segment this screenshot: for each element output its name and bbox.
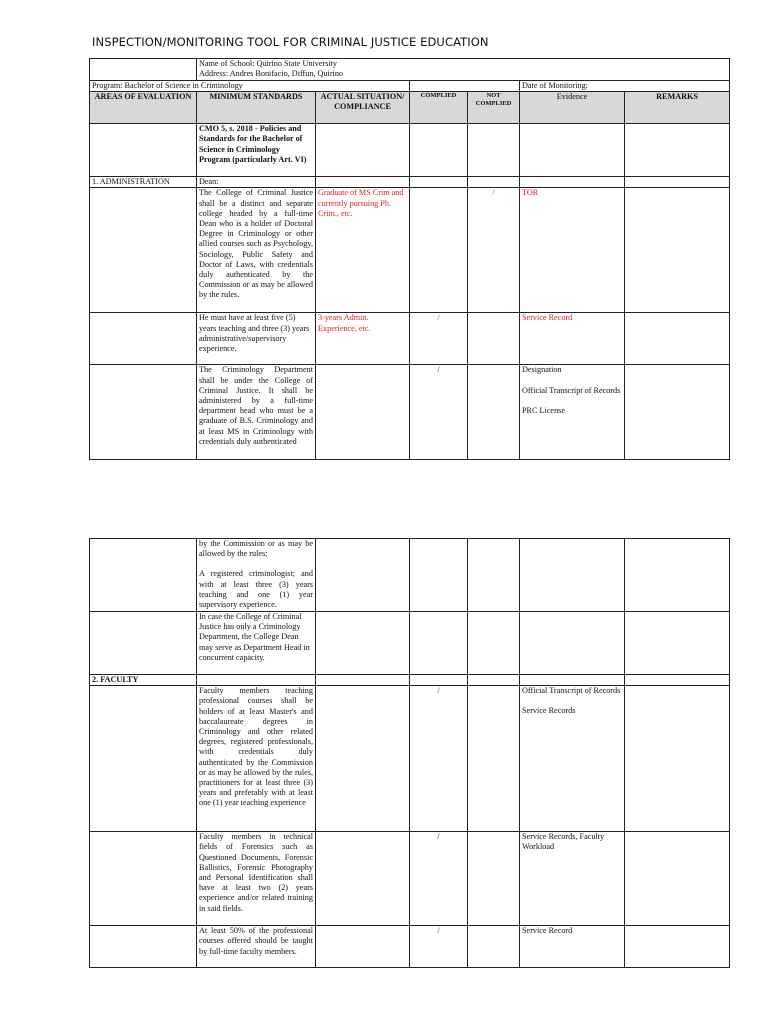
evidence-tor: TOR (520, 188, 625, 313)
program-blank (410, 81, 520, 92)
program-label: Program: Bachelor of Science in Criminology (90, 81, 410, 92)
standard-dean-qualification: The College of Criminal Justice shall be a distinct and separate college headed by a full-time Dean who is a holder of Doctoral Degree in Criminology or other allied courses such as Psychology, Sociology, Public Safety and Doctor of Laws, with credentials duly authenticated by the Commission or as may be allowed by the rules. (197, 188, 316, 313)
standard-dept-head-continued: by the Commission or as may be allowed by the rules; A registered criminologist; and with at least three (3) years teaching and one (1) year supervisory experience. (197, 539, 316, 612)
standard-forensics-faculty: Faculty members in technical fields of Forensics such as Questioned Documents, Forensic Ballistics, Forensic Photography and Personal Identification shall have at least two (2) years experience and/or related training in said fields. (197, 832, 316, 926)
evidence-service-records-workload: Service Records, Faculty Workload (520, 832, 625, 926)
actual-experience: 3-years Admin. Experience, etc. (316, 313, 410, 365)
complied-mark: / (410, 832, 468, 926)
header-not-complied: NOT COMPLIED (468, 92, 520, 124)
complied-mark: / (410, 313, 468, 365)
standard-experience: He must have at least five (5) years teaching and three (3) years administrative/supervisory experience. (197, 313, 316, 365)
actual-dean-qualification: Graduate of MS Crim and currently pursuing Ph. Crim., etc. (316, 188, 410, 313)
school-info-blank (90, 59, 197, 81)
header-evidence: Evidence (520, 92, 625, 124)
evidence-designation: Designation (522, 365, 562, 375)
standard-concurrent-capacity: In case the College of Criminal Justice has only a Criminology Department, the College Dean may serve as Department Head in concurrent capacity. (197, 612, 316, 675)
complied-mark: / (410, 686, 468, 832)
evidence-service-records: Service Records (522, 706, 576, 716)
date-of-monitoring: Date of Monitoring: (520, 81, 730, 92)
complied-mark: / (410, 926, 468, 968)
monitoring-table-page-2 (89, 538, 730, 968)
standard-faculty-qualification: Faculty members teaching professional courses shall be holders of at least Master's and baccalaureate degrees in Criminology and other related degrees, registered professionals, with credentials duly authenticated by the Commission or as may be allowed by the rules, practitioners for at least three (3) years and preferably with at least one (1) year teaching experience (197, 686, 316, 832)
header-minimum-standards: MINIMUM STANDARDS (197, 92, 316, 124)
school-address: Address: Andres Bonifacio, Diffun, Quirino (199, 69, 344, 79)
evidence-prc-license: PRC License (522, 405, 565, 415)
not-complied-mark: / (468, 188, 520, 313)
header-areas-of-evaluation: AREAS OF EVALUATION (90, 92, 197, 124)
standard-department-head: The Criminology Department shall be under the College of Criminal Justice. It shall be administered by a full-time department head who must be a graduate of B.S. Criminology and at least MS in Criminology with credentials duly authenticated (197, 365, 316, 460)
header-remarks: REMARKS (625, 92, 730, 124)
school-name: Name of School: Quirino State University (199, 59, 338, 68)
header-actual-situation: ACTUAL SITUATION/ COMPLIANCE (316, 92, 410, 124)
evidence-transcript: Official Transcript of Records (522, 385, 621, 395)
evidence-faculty (520, 686, 625, 832)
monitoring-table-page-1 (89, 58, 730, 460)
evidence-service-record: Service Record (520, 313, 625, 365)
dean-label: Dean: (197, 177, 316, 188)
area-faculty: 2. FACULTY (90, 675, 197, 686)
cmo-area-blank (90, 124, 197, 177)
standard-fulltime-faculty: At least 50% of the professional courses offered should be taught by full-time faculty members. (197, 926, 316, 968)
evidence-service-record: Service Record (520, 926, 625, 968)
cmo-reference: CMO 5, s. 2018 - Policies and Standards for the Bachelor of Science in Criminology Program (particularly Art. VI) (197, 124, 316, 177)
complied-mark: / (410, 365, 468, 460)
area-administration: 1. ADMINISTRATION (90, 177, 197, 188)
header-complied: COMPLIED (410, 92, 468, 124)
school-info-cell (197, 59, 730, 81)
document-title: INSPECTION/MONITORING TOOL FOR CRIMINAL JUSTICE EDUCATION (92, 35, 489, 49)
evidence-transcript: Official Transcript of Records (522, 686, 621, 696)
evidence-department-head (520, 365, 625, 460)
